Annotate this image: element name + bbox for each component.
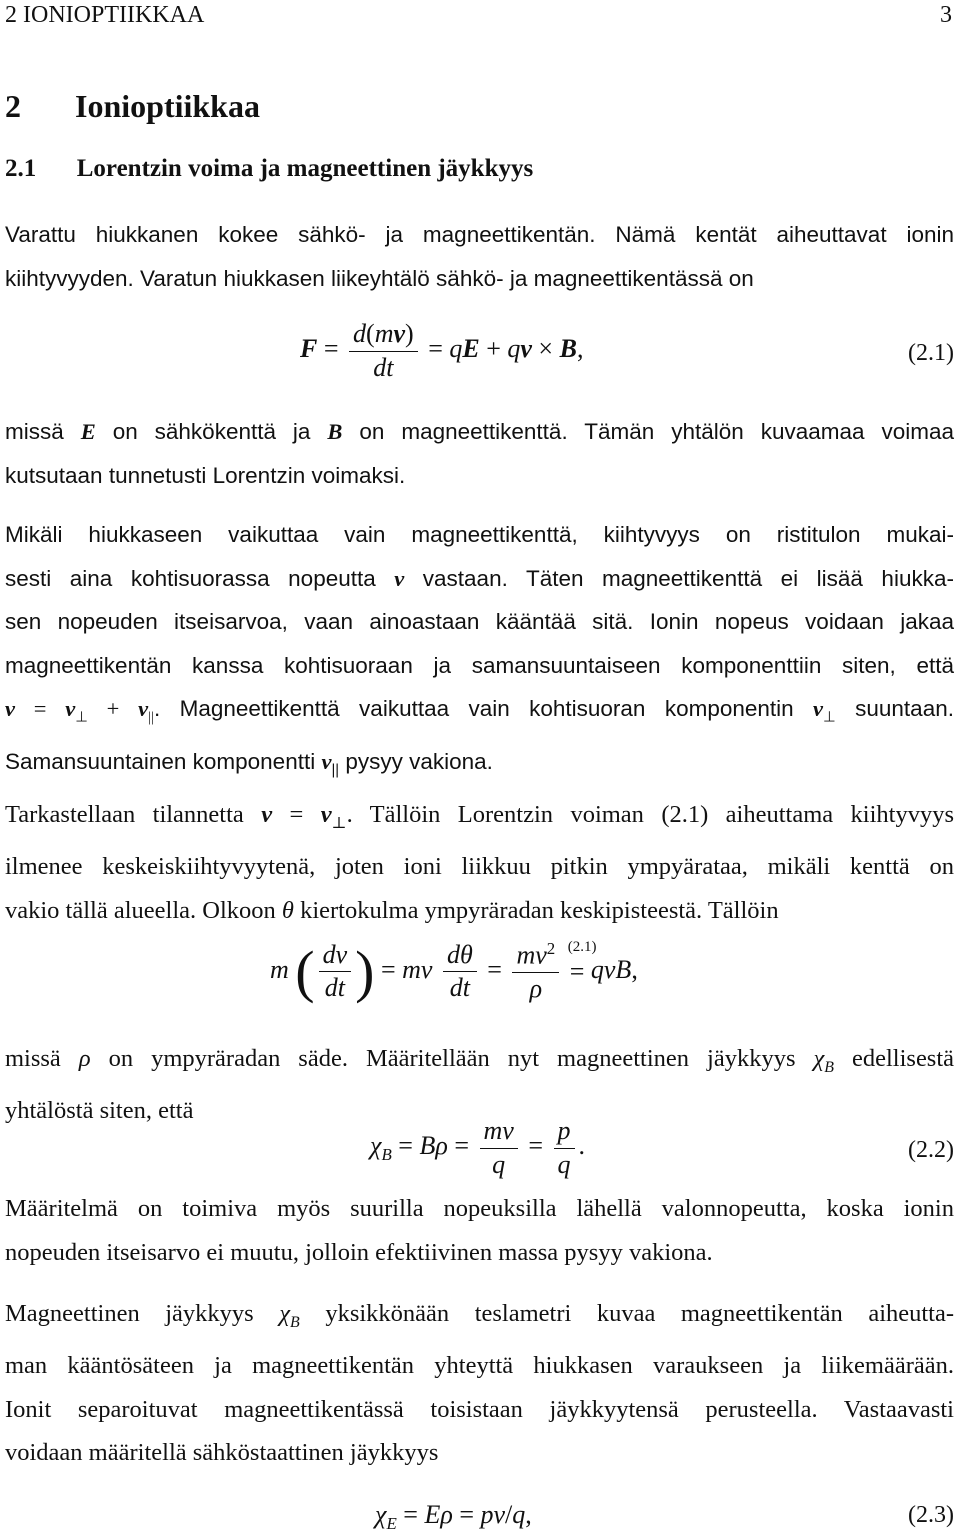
text-span: Tarkastellaan tilannetta — [5, 801, 244, 828]
paragraph-line: Mikäli hiukkaseen vaikuttaa vain magneettikenttä, kiihtyvyys on ristitulon mukai- — [5, 522, 954, 547]
subsection-number: 2.1 — [5, 155, 37, 182]
paragraph-line: nopeuden itseisarvo ei muutu, jolloin efektiivinen massa pysyy vakiona. — [5, 1238, 713, 1266]
paragraph-intro — [5, 213, 954, 300]
equation-centripetal: m ( $\frac{dv}{dt}$ ) = mv $\frac{d\theta}{dt}$ = $\frac{mv^2}{\rho}$ (2.1) = qvB, — [270, 938, 638, 1004]
paragraph-lorentz: missä E on sähkökenttä ja B on magneettikenttä. Tämän yhtälön kuvaamaa voimaa kutsutaan tunnetusti Lorentzin voimaksi. — [5, 410, 954, 497]
paragraph-line: magneettikentän kanssa kohtisuoraan ja samansuuntaiseen komponenttiin siten, että — [5, 652, 954, 678]
text-span: pysyy vakiona. — [345, 749, 493, 774]
running-header: 2 IONIOPTIIKKAA — [5, 2, 205, 28]
equation-electrostatic: $\chi_E = E\rho = pv/q$, — [375, 1500, 532, 1534]
paragraph-line: sen nopeuden itseisarvoa, vaan ainoastaan kääntää sitä. Ionin nopeus voidaan jakaa — [5, 609, 954, 634]
section-number: 2 — [5, 88, 21, 124]
text-span: on magneettikenttä. Tämän yhtälön kuvaamaa voimaa — [359, 419, 954, 444]
text-span: Magneettinen jäykkyys — [5, 1300, 254, 1327]
equation-number: (2.2) — [908, 1137, 954, 1163]
text-span: . Tällöin Lorentzin voiman (2.1) aiheuttama kiihtyvyys — [346, 801, 955, 828]
text-span: vakio tällä alueella. Olkoon — [5, 896, 276, 924]
paragraph-line: Määritelmä on toimiva myös suurilla nopeuksilla lähellä valonnopeutta, koska ionin — [5, 1195, 954, 1222]
text-span: vastaan. Täten magneettikenttä ei lisää hiukka- — [422, 565, 954, 591]
text-span: edellisestä — [851, 1045, 955, 1072]
paragraph-line: Varattu hiukkanen kokee sähkö- ja magneettikentän. Nämä kentät aiheuttavat ionin — [5, 222, 954, 247]
text-span: missä — [5, 419, 64, 444]
paragraph-magnetic: Mikäli hiukkaseen vaikuttaa vain magneettikenttä, kiihtyvyys on ristitulon mukai- sesti aina kohtisuorassa nopeutta v vastaan. Täten magneettikenttä ei lisää hiukka- sen nopeuden itseisarvoa, vaan ainoastaan kääntää sitä. Ionin nopeus voidaan jakaa magneettikentän kanssa kohtisuoraan ja samansuuntaiseen komponenttiin siten, että $v = v_\perp + v_{||}$. Magneettikenttä vaikuttaa vain kohtisuoran komponentin $v_\perp$ suuntaan. Samansuuntainen komponentti $v_{||}$ pysyy vakiona. — [5, 513, 954, 793]
paragraph-centripetal: Tarkastellaan tilannetta $v = v_\perp$. Tällöin Lorentzin voiman (2.1) aiheuttama kiihtyvyys ilmenee keskeiskiihtyvyytenä, joten ioni liikkuu pitkin ympyärataa, mikäli kenttä on vakio tällä alueella. Olkoon θ kiertokulma ympyräradan keskipisteestä. Tällöin — [5, 801, 955, 924]
text-span: yksikkönään teslametri kuvaa magneettikentän aiheutta- — [325, 1300, 955, 1327]
paragraph-line: Ionit separoituvat magneettikentässä toisistaan jäykkyytensä perusteella. Vastaavasti — [5, 1395, 954, 1423]
equation-lorentz: F = $\frac{d(mv)}{dt}$ = qE + qv × B, — [300, 319, 584, 382]
equation-rigidity: $\chi_B = B\rho$ = $\frac{mv}{q}$ = $\frac{p}{q}$ . — [370, 1116, 585, 1179]
text-span: on ympyräradan säde. Määritellään nyt magneettinen jäykkyys — [108, 1045, 796, 1072]
paragraph-relativistic — [5, 1187, 954, 1274]
paragraph-line: man kääntösäteen ja magneettikentän yhteyttä hiukkasen varaukseen ja liikemäärään. — [5, 1352, 954, 1380]
subsection-heading — [5, 155, 533, 183]
text-span: . Magneettikenttä vaikuttaa vain kohtisuoran komponentin — [153, 696, 794, 721]
page-number: 3 — [940, 2, 952, 28]
paragraph-line: kutsutaan tunnetusti Lorentzin voimaksi. — [5, 462, 406, 488]
equation-reference: (2.1) — [567, 938, 597, 955]
section-title: Ionioptiikkaa — [75, 88, 260, 124]
equation-number: (2.3) — [908, 1502, 954, 1528]
text-span: sesti aina kohtisuorassa nopeutta — [5, 565, 376, 591]
section-heading — [5, 88, 260, 125]
text-span: kiertokulma ympyräradan keskipisteestä. Tällöin — [300, 896, 779, 924]
paragraph-electrostatic: Magneettinen jäykkyys $\chi_B$ yksikkönään teslametri kuvaa magneettikentän aiheutta- man kääntösäteen ja magneettikentän yhteyttä hiukkasen varaukseen ja liikemäärään. Ionit separoituvat magneettikentässä toisistaan jäykkyytensä perusteella. Vastaavasti voidaan määritellä sähköstaattinen jäykkyys — [5, 1292, 954, 1475]
text-span: missä — [5, 1045, 61, 1072]
paragraph-line: yhtälöstä siten, että — [5, 1097, 194, 1125]
paragraph-line: voidaan määritellä sähköstaattinen jäykkyys — [5, 1439, 439, 1467]
paragraph-line: ilmenee keskeiskiihtyvyytenä, joten ioni liikkuu pitkin ympyärataa, mikäli kenttä on — [5, 853, 954, 881]
paragraph-line: kiihtyvyyden. Varatun hiukkasen liikeyhtälö sähkö- ja magneettikentässä on — [5, 265, 754, 291]
text-span: Samansuuntainen komponentti — [5, 749, 316, 774]
text-span: suuntaan. — [855, 696, 954, 721]
paragraph-rigidity: missä ρ on ympyräradan säde. Määritellään nyt magneettinen jäykkyys $\chi_B$ edellisestä yhtälöstä siten, että — [5, 1037, 954, 1133]
subsection-title: Lorentzin voima ja magneettinen jäykkyys — [76, 155, 534, 182]
text-span: on sähkökenttä ja — [112, 419, 311, 444]
equation-number: (2.1) — [908, 340, 954, 366]
